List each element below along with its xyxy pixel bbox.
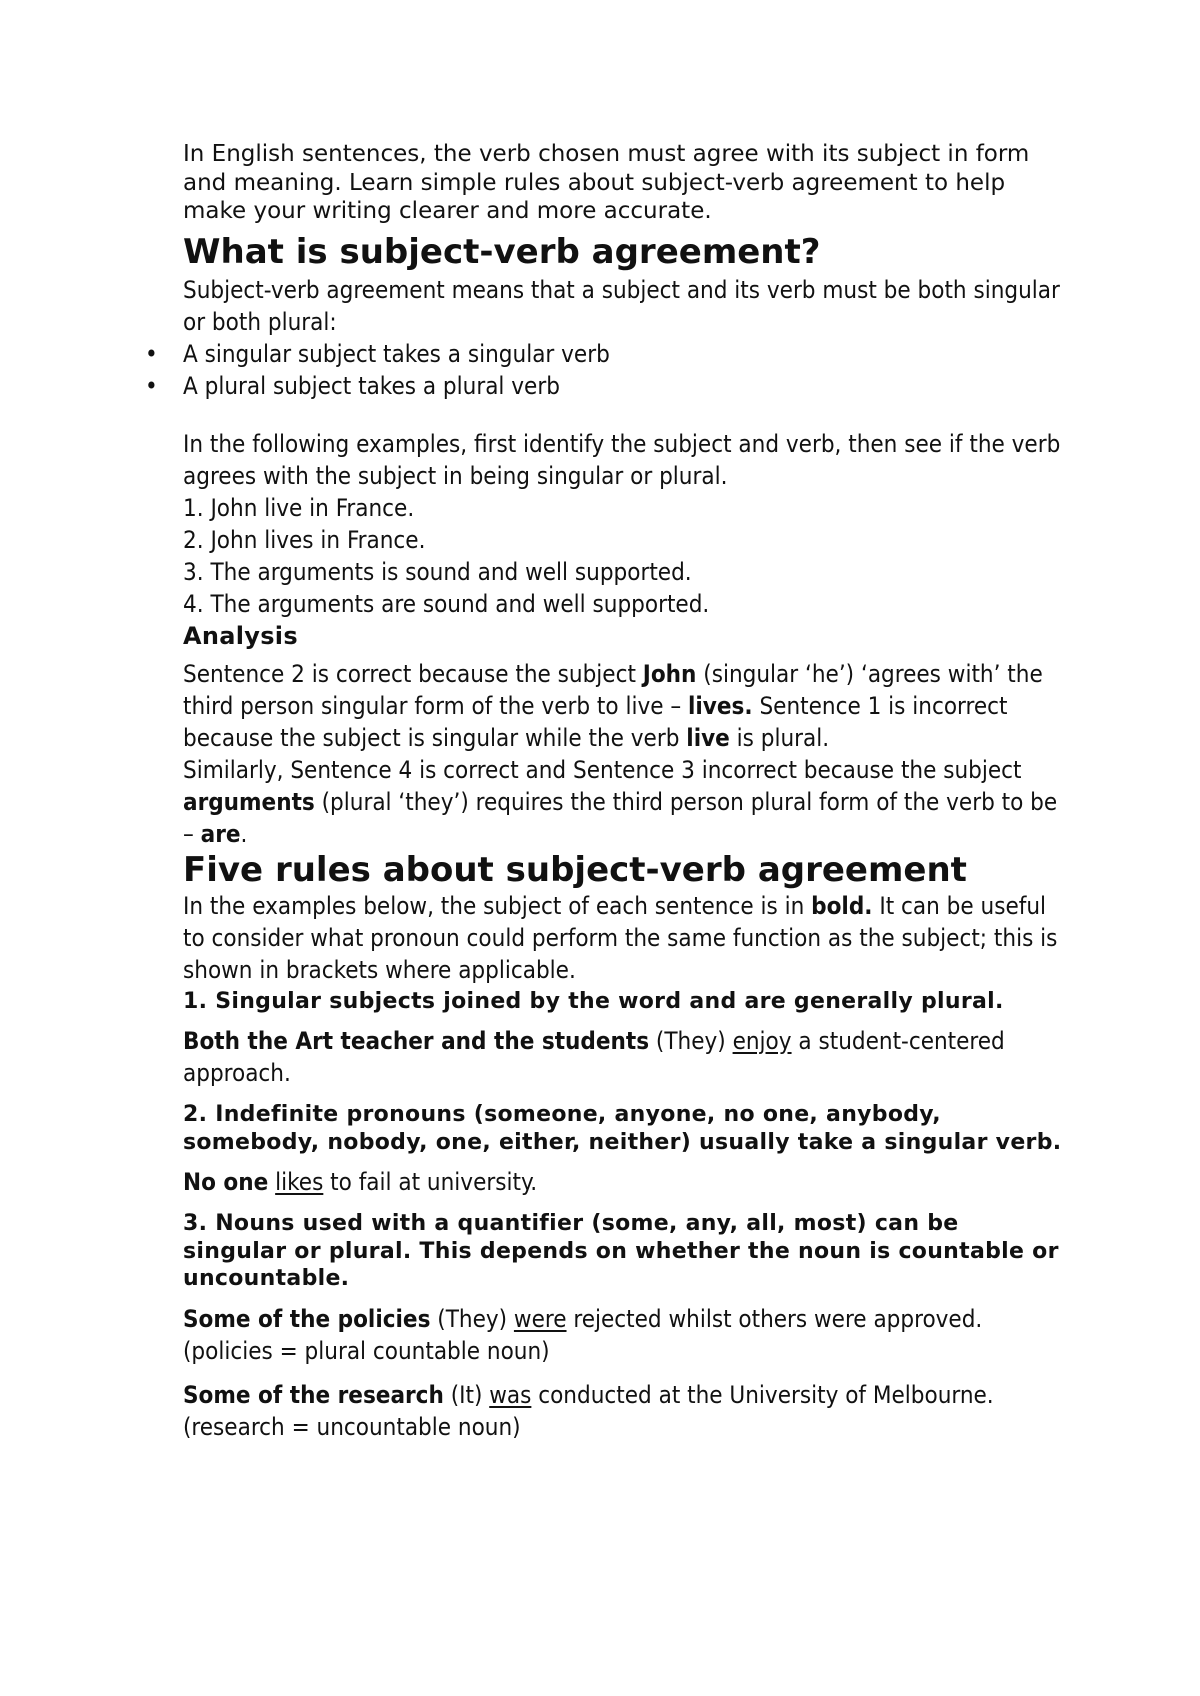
rule-3-example-1 <box>183 1303 1063 1367</box>
bold-verb: are <box>200 819 241 848</box>
examples-intro-paragraph: In the following examples, first identify the subject and verb, then see if the verb agrees with the subject in being singular or plural. <box>183 429 1061 490</box>
rules-intro-paragraph <box>183 890 1063 986</box>
example-verb: was <box>489 1380 532 1409</box>
example-subject: Both the Art teacher and the students <box>183 1027 650 1055</box>
bold-verb: lives. <box>688 691 753 720</box>
intro-paragraph: In English sentences, the verb chosen must agree with its subject in form and meaning. Learn simple rules about subject-verb agreement to help make your writing clearer and more accurate. <box>183 141 1030 224</box>
analysis-text: . <box>240 819 248 848</box>
heading-analysis: Analysis <box>183 621 298 650</box>
example-subject: Some of the policies <box>183 1304 431 1333</box>
example-item: 4. The arguments are sound and well supported. <box>183 589 710 618</box>
bold-subject: John <box>642 659 697 688</box>
analysis-paragraph-2 <box>183 754 1063 850</box>
rules-intro-text: In the examples below, the subject of each sentence is in <box>183 891 812 920</box>
example-verb: likes <box>275 1168 324 1196</box>
rule-1-example <box>183 1025 1063 1089</box>
example-rest: conducted at the University of Melbourne. (research = uncountable noun) <box>183 1380 994 1441</box>
example-rest: to fail at university. <box>323 1168 538 1196</box>
example-verb: enjoy <box>732 1027 792 1055</box>
example-rest: rejected whilst others were approved. (policies = plural countable noun) <box>183 1304 983 1365</box>
example-pronoun: (They) <box>649 1027 733 1055</box>
analysis-text: is plural. <box>729 723 830 752</box>
rule-3-heading: 3. Nouns used with a quantifier (some, any, all, most) can be singular or plural. This depends on whether the noun is countable or uncountable. <box>183 1211 1059 1291</box>
bold-subject: arguments <box>183 787 315 816</box>
bold-verb: live <box>686 723 730 752</box>
example-subject: No one <box>183 1168 269 1196</box>
bold-word: bold. <box>811 891 873 920</box>
example-rest: a student-centered approach. <box>183 1027 1005 1087</box>
document-content <box>183 140 1063 1443</box>
example-item: 3. The arguments is sound and well supported. <box>183 557 692 586</box>
rule-2-example <box>183 1166 1063 1198</box>
rule-2-heading: 2. Indefinite pronouns (someone, anyone, no one, anybody, somebody, nobody, one, either, neither) usually take a singular verb. <box>183 1102 1062 1155</box>
bullet-item: • A singular subject takes a singular verb <box>183 338 1063 370</box>
example-item: 2. John lives in France. <box>183 525 426 554</box>
bullet-item: • A plural subject takes a plural verb <box>183 370 1063 402</box>
example-verb: were <box>513 1304 567 1333</box>
analysis-text: (plural ‘they’) requires the third person plural form of the verb to be – <box>183 787 1058 848</box>
analysis-paragraph-1 <box>183 658 1063 754</box>
analysis-text: Sentence 1 is incorrect because the subject is singular while the verb <box>183 691 1008 752</box>
analysis-text: Sentence 2 is correct because the subject <box>183 659 643 688</box>
analysis-text: (singular ‘he’) ‘agrees with’ the third person singular form of the verb to live – <box>183 659 1043 720</box>
rule-3-example-2 <box>183 1379 1063 1443</box>
rules-intro-text: It can be useful to consider what pronoun could perform the same function as the subject; this is shown in brackets where applicable. <box>183 891 1058 984</box>
heading-five-rules: Five rules about subject-verb agreement <box>183 849 967 890</box>
definition-paragraph: Subject-verb agreement means that a subject and its verb must be both singular or both plural: <box>183 275 1060 336</box>
analysis-text: Similarly, Sentence 4 is correct and Sentence 3 incorrect because the subject <box>183 755 1022 784</box>
example-pronoun: (They) <box>430 1304 514 1333</box>
example-subject: Some of the research <box>183 1380 444 1409</box>
agreement-bullet-list <box>183 338 1063 402</box>
example-pronoun: (It) <box>443 1380 490 1409</box>
example-item: 1. John live in France. <box>183 493 415 522</box>
examples-list <box>183 492 1063 620</box>
heading-what-is-agreement: What is subject-verb agreement? <box>183 231 821 272</box>
rule-1-heading: 1. Singular subjects joined by the word and are generally plural. <box>183 988 1004 1014</box>
